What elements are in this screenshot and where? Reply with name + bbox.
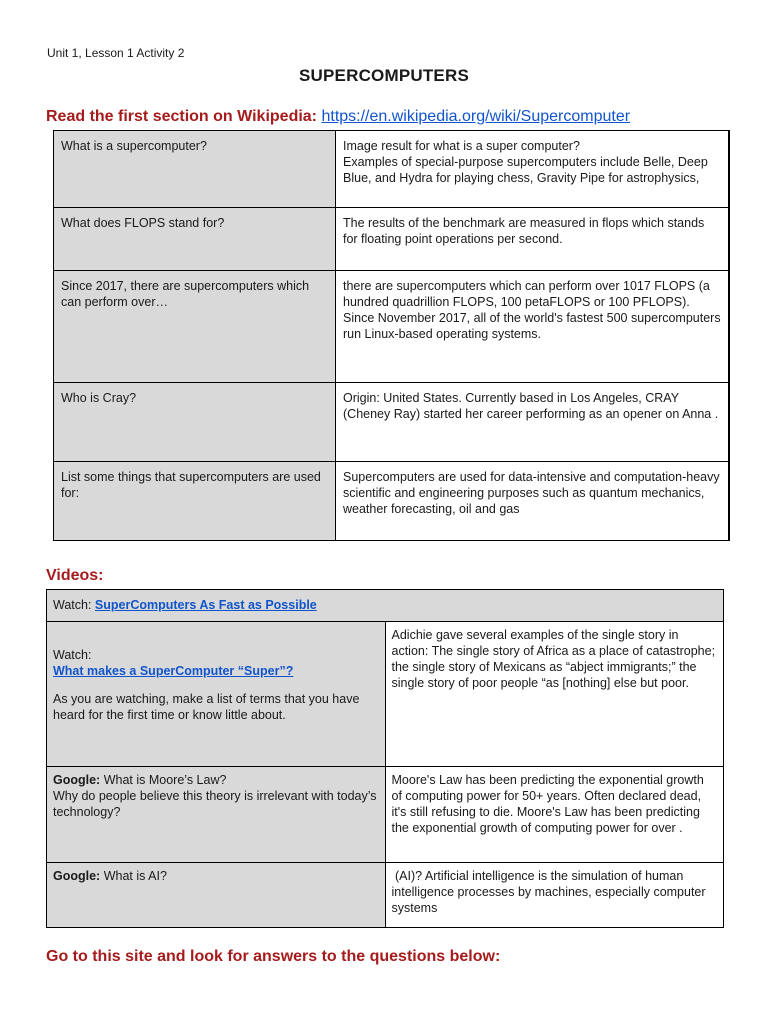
google-question: What is Moore’s Law? Why do people believe this theory is irrelevant with today’s technology? (53, 773, 377, 819)
answer-cell[interactable]: Supercomputers are used for data-intensive and computation-heavy scientific and engineering purposes such as quantum mechanics, weather forecasting, oil and gas (336, 462, 730, 541)
answer-cell[interactable]: Image result for what is a super computer? Examples of special-purpose supercomputers include Belle, Deep Blue, and Hydra for playing chess, Gravity Pipe for astrophysics, (336, 131, 730, 208)
google-question: What is AI? (100, 869, 167, 883)
watch-video-cell (47, 590, 724, 622)
wikipedia-link[interactable]: https://en.wikipedia.org/wiki/Supercomputer (321, 108, 631, 125)
wikipedia-questions-table (53, 130, 730, 541)
watch-instruction: As you are watching, make a list of terms that you have heard for the first time or know little about. (53, 692, 360, 722)
question-cell: List some things that supercomputers are used for: (54, 462, 336, 541)
answer-cell[interactable]: Moore's Law has been predicting the exponential growth of computing power for 50+ years. Often declared dead, it's still refusing to die. Moore's Law has been predicting the exponential growth of computing power for over . (385, 767, 724, 863)
question-cell: Since 2017, there are supercomputers which can perform over… (54, 271, 336, 383)
question-cell: What is a supercomputer? (54, 131, 336, 208)
google-label: Google: (53, 869, 101, 883)
table-row (54, 208, 730, 271)
watch-label: Watch: (53, 648, 92, 662)
table-row (54, 131, 730, 208)
answer-cell[interactable]: (AI)? Artificial intelligence is the simulation of human intelligence processes by machines, especially computer systems (385, 863, 724, 928)
question-cell (47, 622, 386, 767)
answer-cell[interactable]: there are supercomputers which can perform over 1017 FLOPS (a hundred quadrillion FLOPS, 100 petaFLOPS or 100 PFLOPS). Since November 2017, all of the world's fastest 500 supercomputers run Linux-based operating systems. (336, 271, 730, 383)
answer-cell[interactable]: Origin: United States. Currently based in Los Angeles, CRAY (Cheney Ray) started her career performing as an opener on Anna . (336, 383, 730, 462)
answer-cell[interactable]: Adichie gave several examples of the single story in action: The single story of Africa as a place of catastrophe; the single story of Mexicans as “abject immigrants;” the single story of poor people “as [nothing] else but poor. (385, 622, 724, 767)
table-row (47, 863, 724, 928)
question-cell: Who is Cray? (54, 383, 336, 462)
question-cell (47, 863, 386, 928)
table-row (47, 767, 724, 863)
watch-prefix: Watch: (53, 598, 95, 612)
answer-cell[interactable]: The results of the benchmark are measured in flops which stands for floating point operations per second. (336, 208, 730, 271)
unit-lesson-label: Unit 1, Lesson 1 Activity 2 (47, 46, 185, 60)
video-link-fast-as-possible[interactable]: SuperComputers As Fast as Possible (94, 598, 317, 612)
wikipedia-heading (46, 108, 630, 126)
videos-table (46, 589, 724, 928)
page-title: SUPERCOMPUTERS (299, 66, 469, 85)
video-link-what-makes-super[interactable]: What makes a SuperComputer “Super”? (53, 664, 294, 678)
question-cell: What does FLOPS stand for? (54, 208, 336, 271)
videos-heading: Videos: (46, 567, 104, 584)
table-row (47, 590, 724, 622)
go-to-site-heading: Go to this site and look for answers to the questions below: (46, 948, 501, 965)
wikipedia-heading-text: Read the first section on Wikipedia: (46, 108, 318, 125)
google-label: Google: (53, 773, 101, 787)
table-row (54, 462, 730, 541)
table-row (47, 622, 724, 767)
question-cell (47, 767, 386, 863)
table-row (54, 271, 730, 383)
table-row (54, 383, 730, 462)
